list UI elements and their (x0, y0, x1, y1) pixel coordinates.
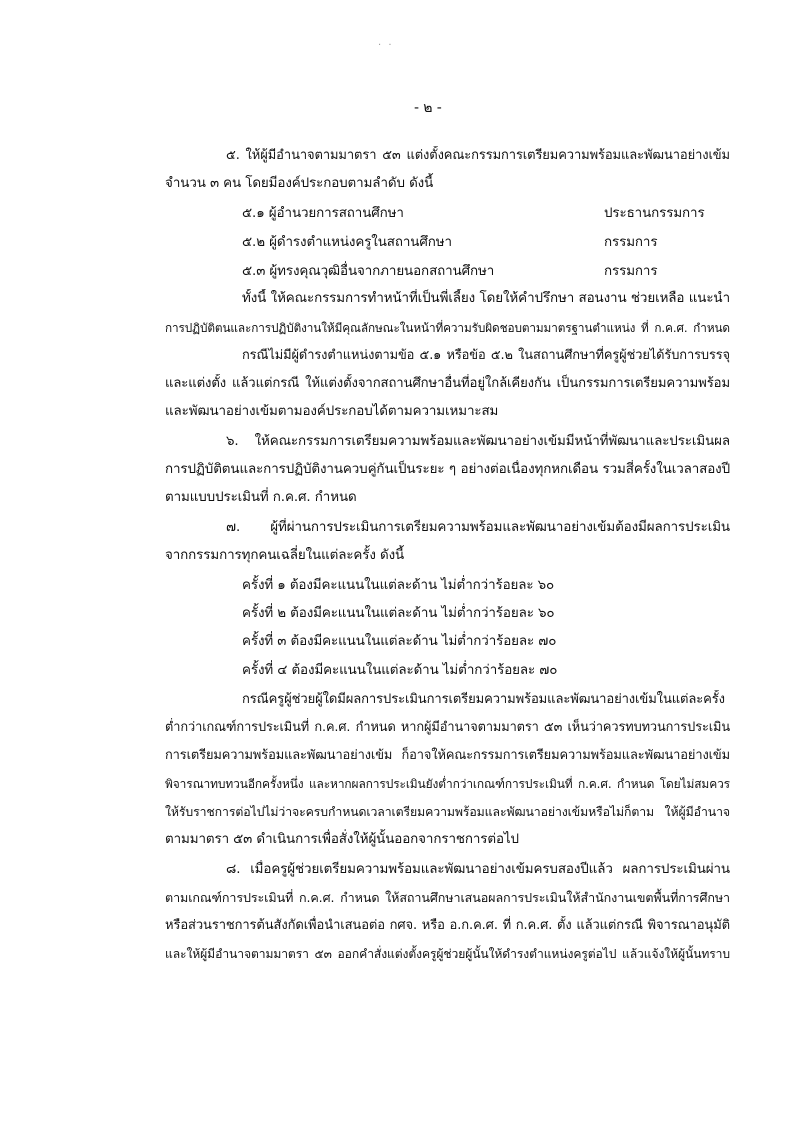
section8-line: ๘. เมื่อครูผู้ช่วยเตรียมความพร้อมและพัฒนาอย่างเข้มครบสองปีแล้ว ผลการประเมินผ่าน (226, 862, 730, 877)
score-round-item: ครั้งที่ ๓ ต้องมีคะแนนในแต่ละด้าน ไม่ต่ำกว่าร้อยละ ๗๐ (242, 634, 557, 649)
section6-line: ตามแบบประเมินที่ ก.ค.ศ. กำหนด (165, 490, 357, 505)
section7-intro-line: ๗. ผู้ที่ผ่านการประเมินการเตรียมความพร้อมและพัฒนาอย่างเข้มต้องมีผลการประเมิน (226, 520, 730, 535)
case-paragraph-line: และพัฒนาอย่างเข้มตามองค์ประกอบได้ตามความเหมาะสม (165, 404, 499, 419)
review-paragraph-line: ต่ำกว่าเกณฑ์การประเมินที่ ก.ค.ศ. กำหนด หากผู้มีอำนาจตามมาตรา ๕๓ เห็นว่าควรทบทวนการประเมิน (165, 720, 730, 735)
member-name: ๕.๑ ผู้อำนวยการสถานศึกษา (242, 206, 404, 221)
section8-line: ตามเกณฑ์การประเมินที่ ก.ค.ศ. กำหนด ให้สถานศึกษาเสนอผลการประเมินให้สำนักงานเขตพื้นที่การศึกษา (165, 890, 730, 905)
review-paragraph-line: พิจารณาทบทวนอีกครั้งหนึ่ง และหากผลการประเมินยังต่ำกว่าเกณฑ์การประเมินที่ ก.ค.ศ. กำหนด โดยไม่สมควร (165, 777, 730, 791)
section6-line: ๖. ให้คณะกรรมการเตรียมความพร้อมและพัฒนาอย่างเข้มมีหน้าที่พัฒนาและประเมินผล (226, 434, 730, 449)
mentor-paragraph-line: การปฏิบัติตนและการปฏิบัติงานให้มีคุณลักษณะในหน้าที่ความรับผิดชอบตามมาตรฐานตำแหน่ง ที่ ก.ค.ศ. กำหนด (165, 321, 730, 335)
member-name: ๕.๒ ผู้ดำรงตำแหน่งครูในสถานศึกษา (242, 235, 452, 250)
review-paragraph-line: ให้รับราชการต่อไปไม่ว่าจะครบกำหนดเวลาเตรียมความพร้อมและพัฒนาอย่างเข้มหรือไม่ก็ตาม ให้ผู้มีอำนาจ (165, 805, 730, 819)
section6-line: การปฏิบัติตนและการปฏิบัติงานควบคู่กันเป็นระยะ ๆ อย่างต่อเนื่องทุกหกเดือน รวมสี่ครั้งในเวลาสองปี (165, 462, 730, 477)
section5-intro-line1: ๕. ให้ผู้มีอำนาจตามมาตรา ๕๓ แต่งตั้งคณะกรรมการเตรียมความพร้อมและพัฒนาอย่างเข้ม (226, 148, 730, 163)
review-paragraph-line: กรณีครูผู้ช่วยผู้ใดมีผลการประเมินการเตรียมความพร้อมและพัฒนาอย่างเข้มในแต่ละครั้ง (242, 692, 725, 707)
member-role: กรรมการ (604, 235, 658, 250)
mentor-paragraph-line: ทั้งนี้ ให้คณะกรรมการทำหน้าที่เป็นพี่เลี้ยง โดยให้คำปรึกษา สอนงาน ช่วยเหลือ แนะนำ (242, 291, 730, 306)
member-role: ประธานกรรมการ (604, 206, 705, 221)
review-paragraph-line: การเตรียมความพร้อมและพัฒนาอย่างเข้ม ก็อาจให้คณะกรรมการเตรียมความพร้อมและพัฒนาอย่างเข้ม (165, 748, 730, 763)
member-name: ๕.๓ ผู้ทรงคุณวุฒิอื่นจากภายนอกสถานศึกษา (242, 264, 495, 279)
score-round-item: ครั้งที่ ๒ ต้องมีคะแนนในแต่ละด้าน ไม่ต่ำกว่าร้อยละ ๖๐ (242, 606, 555, 621)
page-number: - ๒ - (414, 100, 442, 116)
score-round-item: ครั้งที่ ๑ ต้องมีคะแนนในแต่ละด้าน ไม่ต่ำกว่าร้อยละ ๖๐ (242, 578, 555, 593)
member-role: กรรมการ (604, 264, 658, 279)
case-paragraph-line: และแต่งตั้ง แล้วแต่กรณี ให้แต่งตั้งจากสถานศึกษาอื่นที่อยู่ใกล้เคียงกัน เป็นกรรมการเตรียมความพร้อม (165, 376, 730, 391)
section5-intro-line2: จำนวน ๓ คน โดยมีองค์ประกอบตามลำดับ ดังนี้ (165, 176, 434, 191)
scan-mark: · · (378, 40, 394, 51)
review-paragraph-line: ตามมาตรา ๕๓ ดำเนินการเพื่อสั่งให้ผู้นั้นออกจากราชการต่อไป (165, 832, 519, 847)
section8-line: และให้ผู้มีอำนาจตามมาตรา ๕๓ ออกคำสั่งแต่งตั้งครูผู้ช่วยผู้นั้นให้ดำรงตำแหน่งครูต่อไป แล้วแจ้งให้ผู้นั้นทราบ (165, 947, 730, 961)
section8-line: หรือส่วนราชการต้นสังกัดเพื่อนำเสนอต่อ กศจ. หรือ อ.ก.ค.ศ. ที่ ก.ค.ศ. ตั้ง แล้วแต่กรณี พิจารณาอนุมัติ (165, 918, 730, 933)
section7-intro-line: จากกรรมการทุกคนเฉลี่ยในแต่ละครั้ง ดังนี้ (165, 548, 405, 563)
case-paragraph-line: กรณีไม่มีผู้ดำรงตำแหน่งตามข้อ ๕.๑ หรือข้อ ๕.๒ ในสถานศึกษาที่ครูผู้ช่วยได้รับการบรรจุ (242, 348, 730, 363)
score-round-item: ครั้งที่ ๔ ต้องมีคะแนนในแต่ละด้าน ไม่ต่ำกว่าร้อยละ ๗๐ (242, 663, 558, 678)
